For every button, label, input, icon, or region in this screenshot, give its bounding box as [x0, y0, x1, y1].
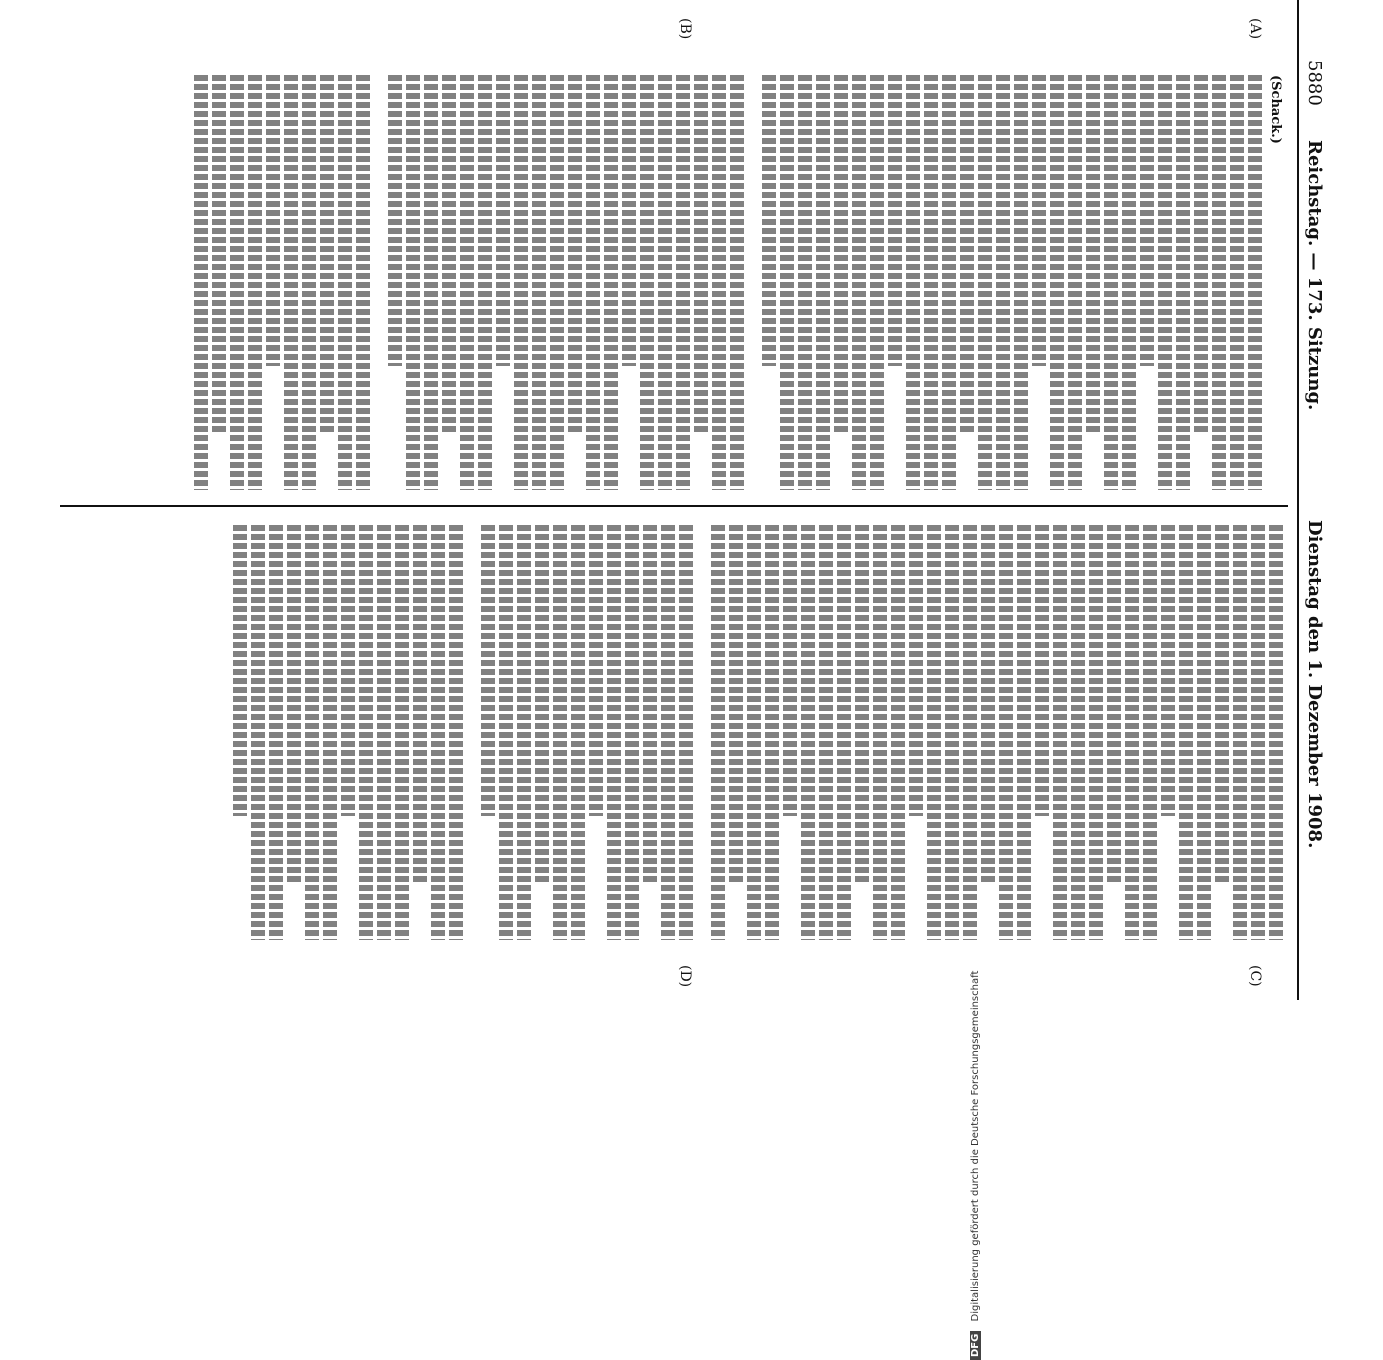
header-session: Reichstag. — 173. Sitzung.: [1304, 140, 1325, 411]
text-line: [711, 525, 725, 940]
text-line: [449, 525, 463, 940]
text-line: [1122, 75, 1136, 490]
text-line: [1068, 75, 1082, 490]
text-line: [679, 525, 693, 940]
text-line: [478, 75, 492, 490]
speaker-tag: (Schack.): [1268, 75, 1283, 144]
text-line: [909, 525, 923, 816]
text-line: [338, 75, 352, 490]
text-line: [1125, 525, 1139, 940]
text-line: [676, 75, 690, 490]
text-line: [287, 525, 301, 882]
text-line: [873, 525, 887, 940]
text-line: [460, 75, 474, 490]
digitization-credit: [970, 20, 990, 1360]
text-line: [852, 75, 866, 490]
text-line: [356, 75, 370, 490]
text-line: [1161, 525, 1175, 816]
text-line: [406, 75, 420, 490]
text-line: [1269, 525, 1283, 940]
text-line: [341, 525, 355, 816]
text-line: [604, 75, 618, 490]
text-line: [1251, 525, 1265, 940]
text-line: [535, 525, 549, 882]
text-line: [906, 75, 920, 490]
left-column: [70, 75, 1283, 490]
running-header: [1297, 0, 1329, 1000]
text-line: [798, 75, 812, 490]
text-line: [442, 75, 456, 432]
text-line: [1050, 75, 1064, 490]
text-line: [855, 525, 869, 882]
text-line: [927, 525, 941, 940]
text-line: [431, 525, 445, 940]
text-line: [834, 75, 848, 432]
margin-mark-b: (B): [677, 18, 693, 40]
text-line: [550, 75, 564, 490]
text-line: [783, 525, 797, 816]
header-date: Dienstag den 1. Dezember 1908.: [1304, 520, 1325, 849]
text-line: [230, 75, 244, 490]
text-line: [499, 525, 513, 940]
text-line: [589, 525, 603, 816]
text-line: [1107, 525, 1121, 882]
text-line: [816, 75, 830, 490]
text-line: [765, 525, 779, 940]
text-line: [622, 75, 636, 366]
text-line: [1212, 75, 1226, 490]
margin-mark-d: (D): [677, 965, 693, 988]
text-line: [1053, 525, 1067, 940]
text-line: [625, 525, 639, 940]
text-line: [212, 75, 226, 432]
text-line: [323, 525, 337, 940]
dfg-credit-text: Digitalisierung gefördert durch die Deutsche Forschungsgemeinschaft: [970, 970, 981, 1322]
text-line: [1035, 525, 1049, 816]
text-line: [1197, 525, 1211, 940]
dfg-badge: DFG: [970, 1331, 981, 1360]
text-line: [819, 525, 833, 940]
text-line: [514, 75, 528, 490]
text-line: [1230, 75, 1244, 490]
text-line: [643, 525, 657, 882]
text-line: [284, 75, 298, 490]
text-line: [658, 75, 672, 490]
text-line: [1140, 75, 1154, 366]
text-line: [1014, 75, 1028, 490]
text-line: [568, 75, 582, 432]
text-line: [586, 75, 600, 490]
margin-mark-a: (A): [1247, 18, 1263, 40]
text-line: [481, 525, 495, 816]
text-line: [801, 525, 815, 940]
text-line: [269, 525, 283, 940]
text-line: [730, 75, 744, 490]
text-line: [424, 75, 438, 490]
text-line: [413, 525, 427, 882]
text-line: [837, 525, 851, 940]
text-line: [891, 525, 905, 940]
text-line: [266, 75, 280, 366]
text-line: [251, 525, 265, 940]
text-line: [1215, 525, 1229, 882]
text-line: [780, 75, 794, 490]
text-line: [395, 525, 409, 940]
text-line: [924, 75, 938, 490]
text-line: [870, 75, 884, 490]
text-line: [712, 75, 726, 490]
text-line: [532, 75, 546, 490]
text-line: [496, 75, 510, 366]
text-line: [1248, 75, 1262, 490]
text-line: [762, 75, 776, 366]
text-line: [517, 525, 531, 940]
text-line: [1017, 525, 1031, 940]
text-line: [1104, 75, 1118, 490]
text-line: [1086, 75, 1100, 432]
text-line: [233, 525, 247, 816]
text-line: [388, 75, 402, 366]
text-line: [1143, 525, 1157, 940]
text-line: [1179, 525, 1193, 940]
text-line: [305, 525, 319, 940]
text-line: [888, 75, 902, 366]
text-line: [607, 525, 621, 940]
text-line: [661, 525, 675, 940]
text-line: [571, 525, 585, 940]
text-line: [553, 525, 567, 940]
text-line: [729, 525, 743, 882]
margin-mark-c: (C): [1247, 965, 1263, 987]
text-line: [320, 75, 334, 432]
text-line: [1194, 75, 1208, 432]
text-line: [1233, 525, 1247, 940]
column-divider: [60, 505, 1288, 507]
text-line: [302, 75, 316, 490]
text-line: [996, 75, 1010, 490]
text-line: [377, 525, 391, 940]
text-line: [1032, 75, 1046, 366]
text-line: [194, 75, 208, 490]
text-line: [640, 75, 654, 490]
page-number: 5880: [1304, 60, 1325, 106]
text-line: [747, 525, 761, 940]
text-line: [1089, 525, 1103, 940]
text-line: [942, 75, 956, 490]
text-line: [694, 75, 708, 432]
text-line: [248, 75, 262, 490]
text-line: [1158, 75, 1172, 490]
text-line: [1176, 75, 1190, 490]
text-line: [999, 525, 1013, 940]
text-line: [945, 525, 959, 940]
text-line: [359, 525, 373, 940]
right-column: [70, 525, 1283, 940]
text-line: [1071, 525, 1085, 940]
